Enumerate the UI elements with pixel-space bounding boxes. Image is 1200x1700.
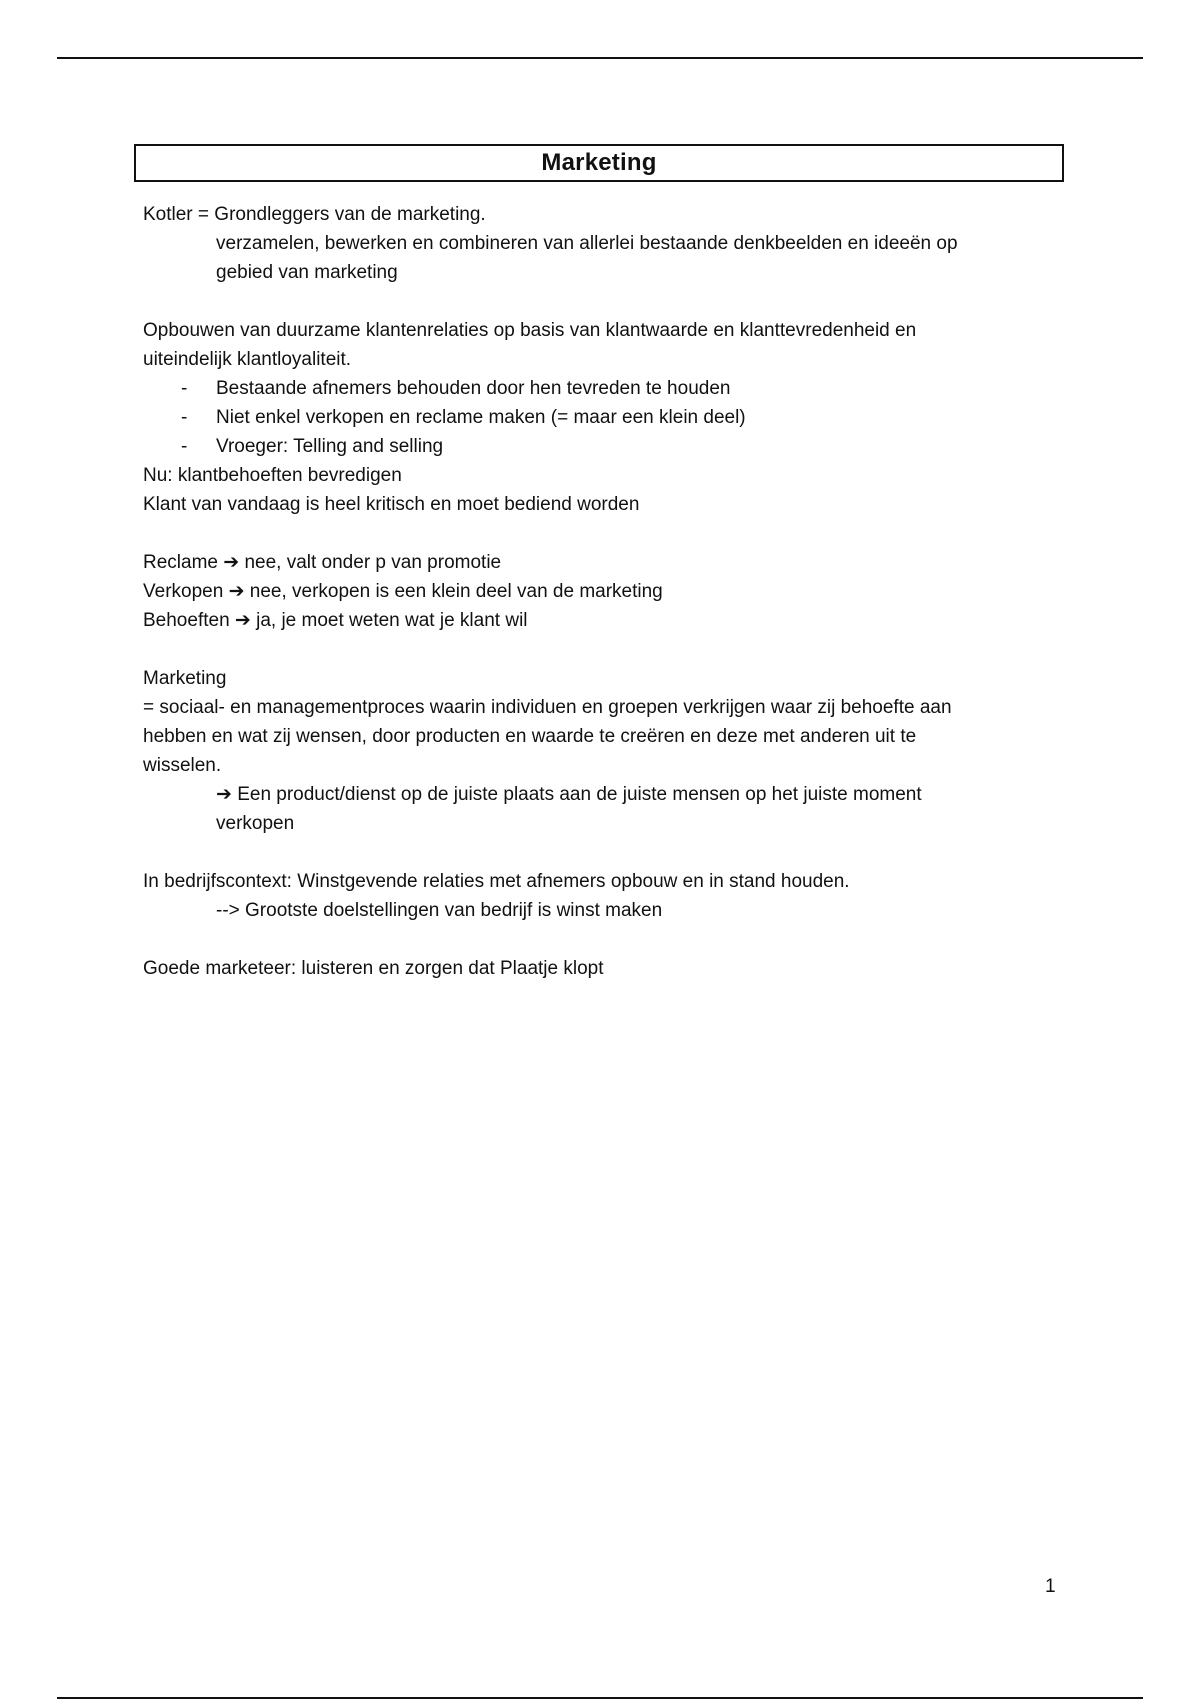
blank-line (143, 925, 1023, 954)
bullet-item (143, 403, 1023, 432)
bullet-item (143, 432, 1023, 461)
text-line: hebben en wat zij wensen, door producten en waarde te creëren en deze met anderen uit te (143, 726, 917, 747)
text-line: = sociaal- en managementproces waarin individuen en groepen verkrijgen waar zij behoefte aan (143, 697, 952, 718)
text-line: Opbouwen van duurzame klantenrelaties op basis van klantwaarde en klanttevredenheid en (143, 320, 917, 341)
text-line: verzamelen, bewerken en combineren van allerlei bestaande denkbeelden en ideeën op (216, 233, 958, 254)
text-line: verkopen (216, 813, 295, 834)
page-number: 1 (1045, 1576, 1056, 1597)
bullet-text: Bestaande afnemers behouden door hen tevreden te houden (216, 378, 731, 399)
text-line: Verkopen ➔ nee, verkopen is een klein deel van de marketing (143, 581, 663, 602)
text-line: gebied van marketing (216, 262, 398, 283)
bullet-marker: - (181, 407, 188, 428)
bullet-text: Niet enkel verkopen en reclame maken (= maar een klein deel) (216, 407, 746, 428)
text-line: Reclame ➔ nee, valt onder p van promotie (143, 552, 502, 573)
text-line: uiteindelijk klantloyaliteit. (143, 349, 352, 370)
text-line: Marketing (143, 668, 227, 689)
bullet-marker: - (181, 436, 188, 457)
blank-line (143, 519, 1023, 548)
blank-line (143, 838, 1023, 867)
text-line: Behoeften ➔ ja, je moet weten wat je klant wil (143, 610, 528, 631)
blank-line (143, 287, 1023, 316)
title-box (134, 144, 1064, 182)
bullet-item (143, 374, 1023, 403)
text-line: Kotler = Grondleggers van de marketing. (143, 204, 486, 225)
header-rule (57, 57, 1143, 59)
text-line: Nu: klantbehoeften bevredigen (143, 465, 402, 486)
bullet-text: Vroeger: Telling and selling (216, 436, 444, 457)
page-title: Marketing (541, 149, 657, 176)
text-line: Klant van vandaag is heel kritisch en moet bediend worden (143, 494, 640, 515)
text-line: wisselen. (143, 755, 222, 776)
footer-rule (57, 1697, 1143, 1699)
text-line: Goede marketeer: luisteren en zorgen dat Plaatje klopt (143, 958, 604, 979)
text-line: --> Grootste doelstellingen van bedrijf is winst maken (216, 900, 663, 921)
text-line: In bedrijfscontext: Winstgevende relaties met afnemers opbouw en in stand houden. (143, 871, 850, 892)
blank-line (143, 635, 1023, 664)
document-body (143, 200, 1023, 983)
bullet-marker: - (181, 378, 188, 399)
text-line: ➔ Een product/dienst op de juiste plaats aan de juiste mensen op het juiste moment (216, 784, 922, 805)
